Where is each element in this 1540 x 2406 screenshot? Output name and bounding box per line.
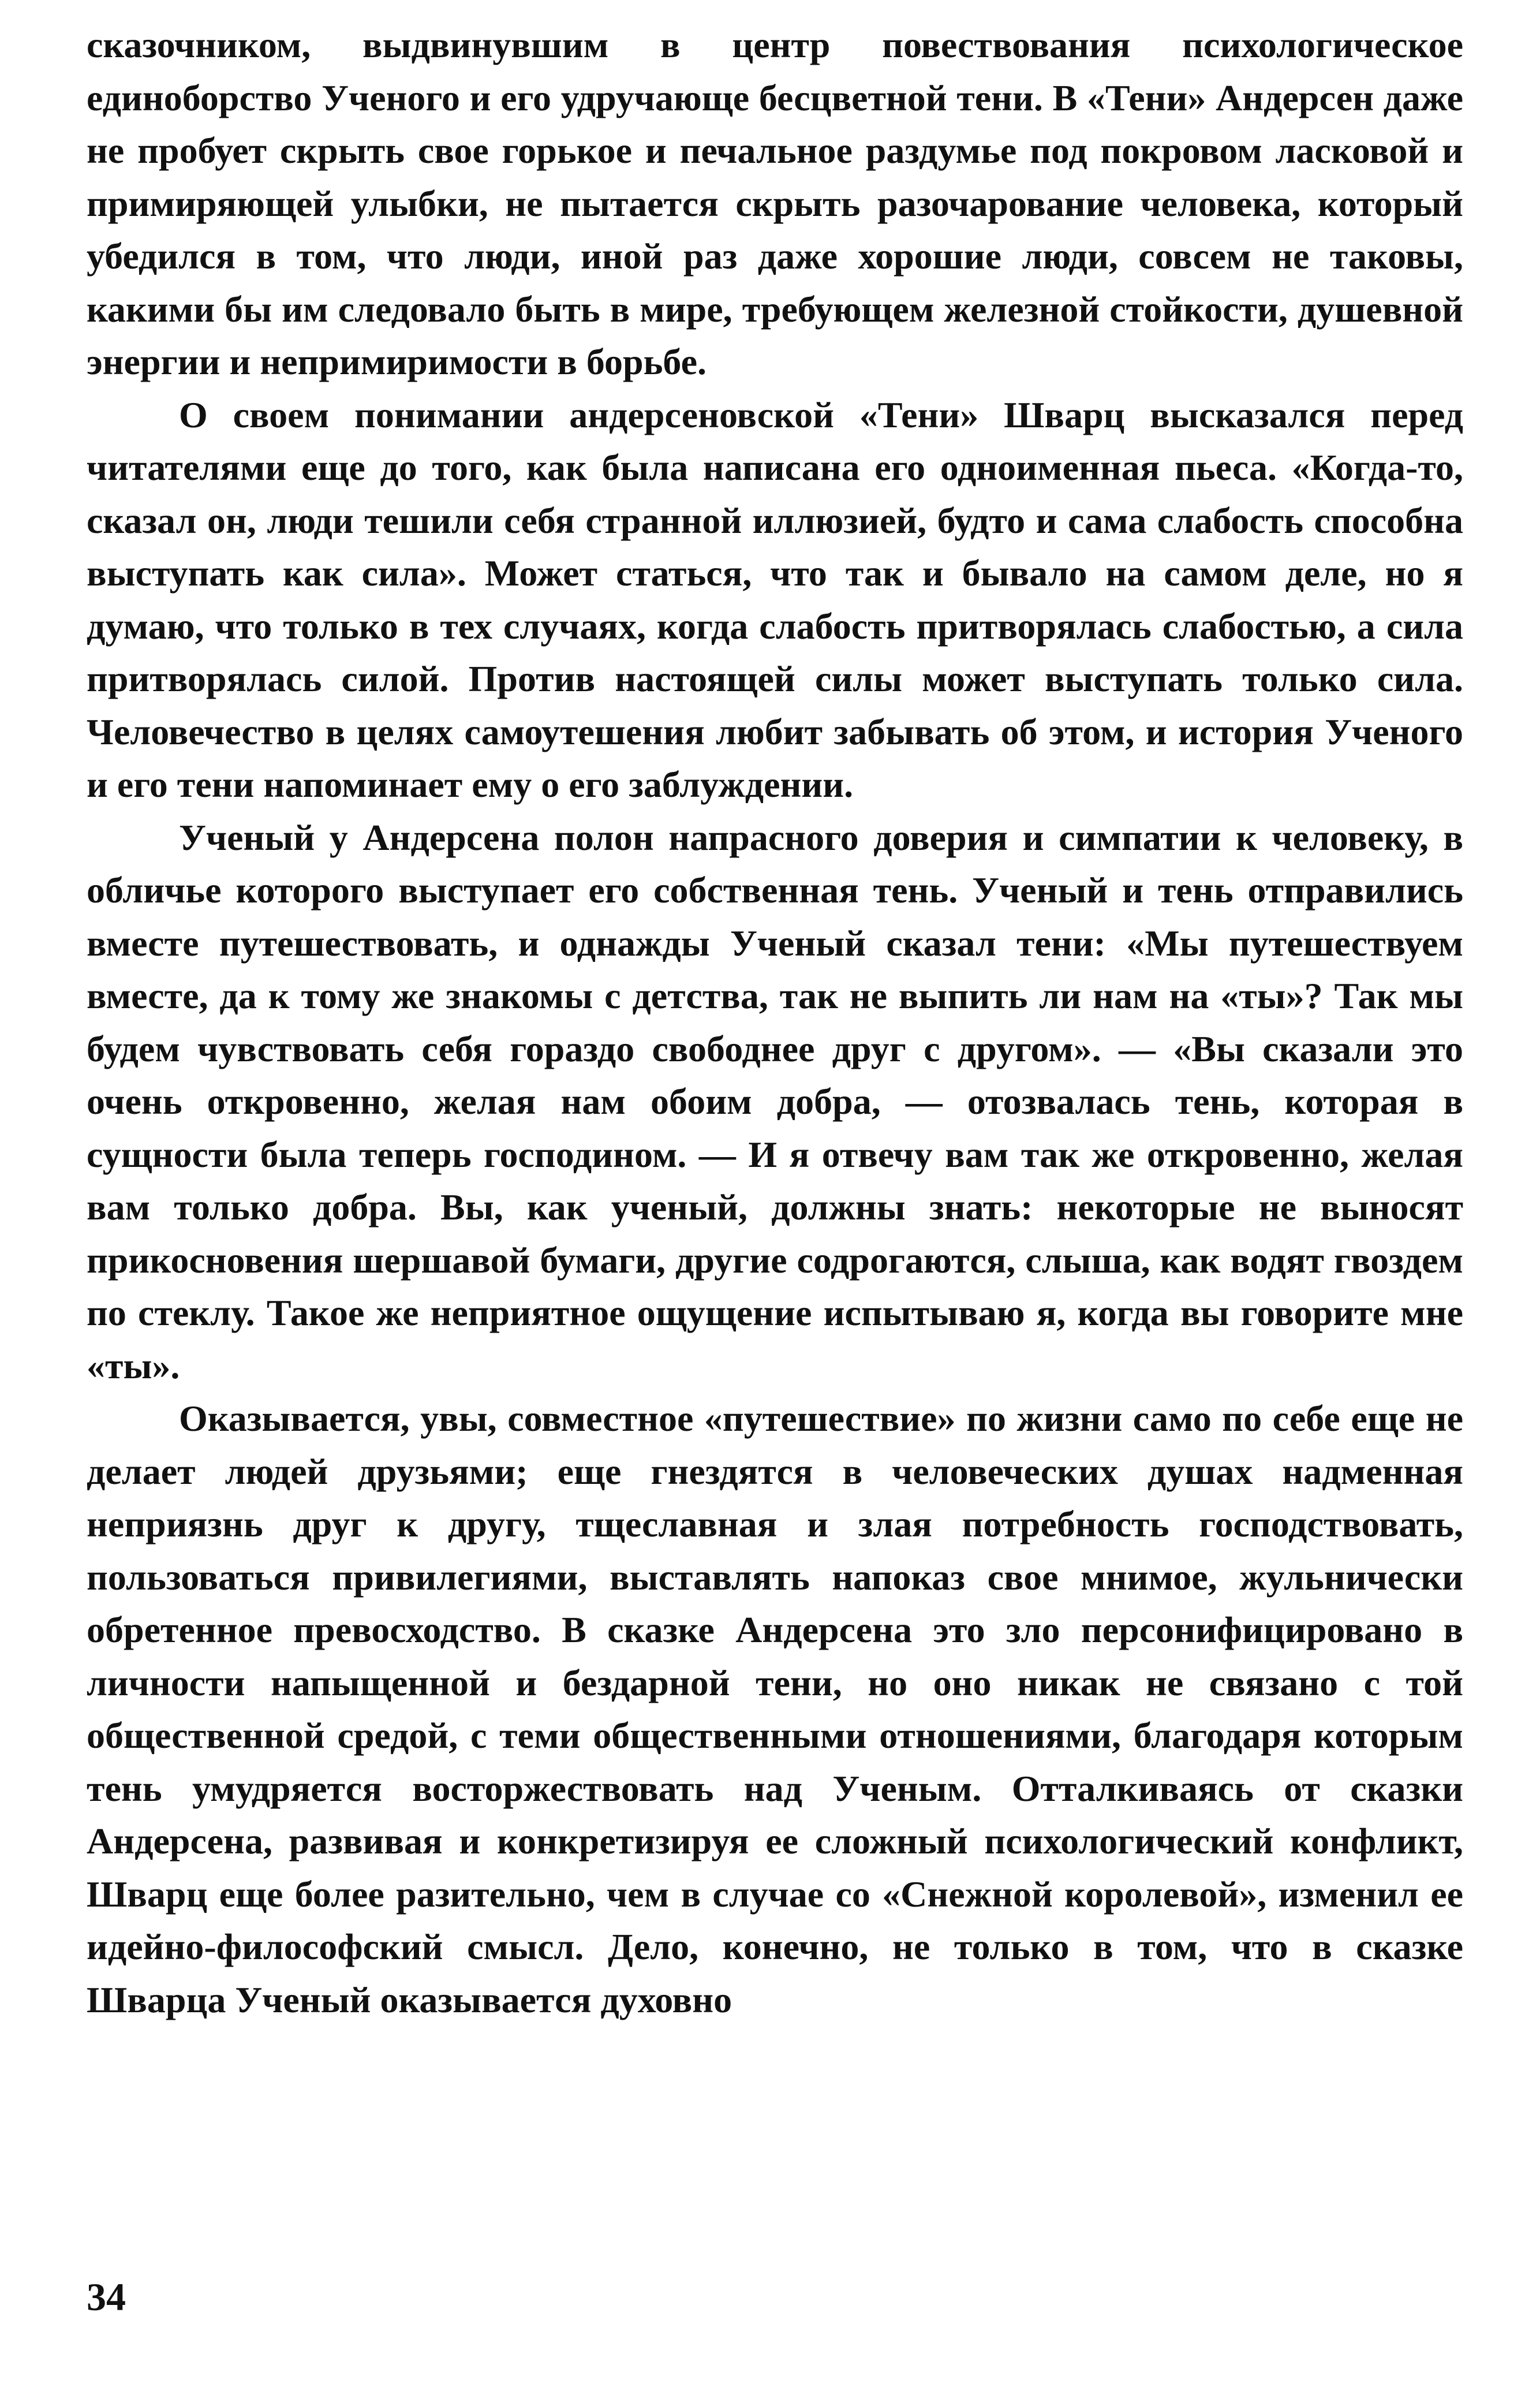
paragraph-continuation: сказочником, выдвинувшим в центр повествования психологическое единоборство Ученого и его удручающе бесцветной тени. В «Тени» Андерсен даже не пробует скрыть свое горькое и печальное раздумье под покровом ласковой и примиряющей улыбки, не пытается скрыть разочарование человека, который убедился в том, что люди, иной раз даже хорошие люди, совсем не таковы, какими бы им следовало быть в мире, требующем железной стойкости, душевной энергии и непримиримости в борьбе. — [87, 24, 1463, 382]
body-text — [87, 18, 1463, 2026]
page-number: 34 — [87, 2275, 126, 2319]
paragraph-scholar-and-shadow: Ученый у Андерсена полон напрасного доверия и симпатии к человеку, в обличье которого выступает его собственная тень. Ученый и тень отправились вместе путешествовать, и однажды Ученый сказал тени: «Мы путешествуем вместе, да к тому же знакомы с детства, так не выпить ли нам на «ты»? Так мы будем чувствовать себя гораздо свободнее друг с другом». — «Вы сказали это очень откровенно, желая нам обоим добра, — отозвалась тень, которая в сущности была теперь господином. — И я отвечу вам так же откровенно, желая вам только добра. Вы, как ученый, должны знать: некоторые не выносят прикосновения шершавой бумаги, другие содрогаются, слыша, как водят гвоздем по стеклу. Такое же неприятное ощущение испытываю я, когда вы говорите мне «ты». — [87, 816, 1463, 1386]
paragraph-journey-through-life: Оказывается, увы, совместное «путешествие» по жизни само по себе еще не делает людей друзьями; еще гнездятся в человеческих душах надменная неприязнь друг к другу, тщеславная и злая потребность господствовать, пользоваться привилегиями, выставлять напоказ свое мнимое, жульнически обретенное превосходство. В сказке Андерсена это зло персонифицировано в личности напыщенной и бездарной тени, но оно никак не связано с той общественной средой, с теми общественными отношениями, благодаря которым тень умудряется восторжествовать над Ученым. Отталкиваясь от сказки Андерсена, развивая и конкретизируя ее сложный психологический конфликт, Шварц еще более разительно, чем в случае со «Снежной королевой», изменил ее идейно-философский смысл. Дело, конечно, не только в том, что в сказке Шварца Ученый оказывается духовно — [87, 1398, 1463, 2020]
paragraph-shadow-interpretation: О своем понимании андерсеновской «Тени» Шварц высказался перед читателями еще до того, как была написана его одноименная пьеса. «Когда-то, сказал он, люди тешили себя странной иллюзией, будто и сама слабость способна выступать как сила». Может статься, что так и бывало на самом деле, но я думаю, что только в тех случаях, когда слабость притворялась слабостью, а сила притворялась силой. Против настоящей силы может выступать только сила. Человечество в целях самоутешения любит забывать об этом, и история Ученого и его тени напоминает ему о его заблуждении. — [87, 394, 1463, 805]
